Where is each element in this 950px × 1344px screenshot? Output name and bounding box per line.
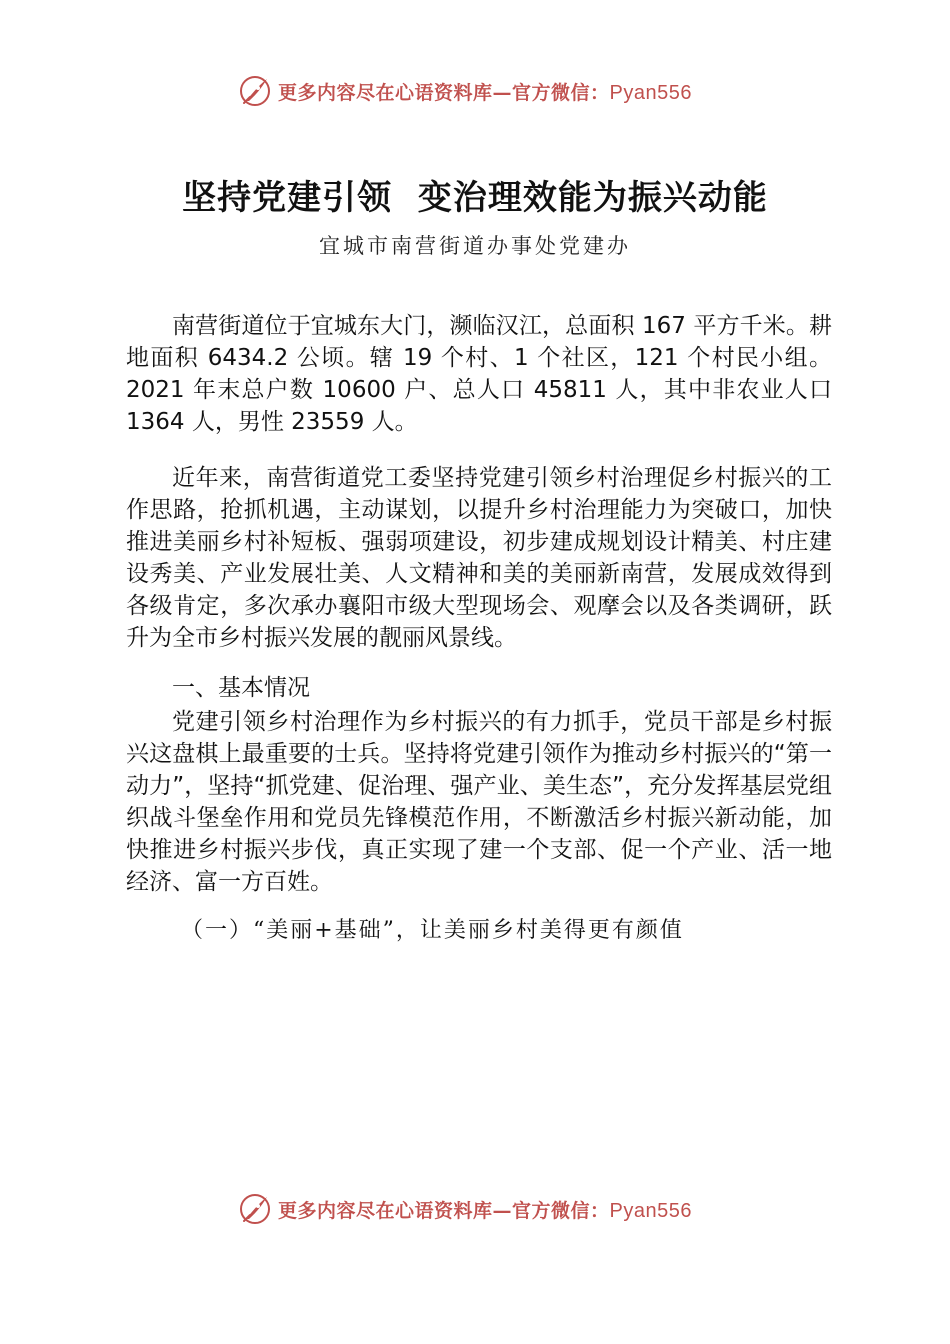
subsection-heading-beauty-foundation: （一）“美丽+基础”，让美丽乡村美得更有颜值 <box>181 918 684 943</box>
document-title: 坚持党建引领 变治理效能为振兴动能 <box>182 178 768 218</box>
section-heading-basic-situation: 一、基本情况 <box>172 675 310 701</box>
quill-pen-logo-icon <box>238 1192 272 1226</box>
watermark-text: 更多内容尽在心语资料库—官方微信：Pyan556 <box>278 81 692 104</box>
quill-pen-logo-icon <box>238 74 272 108</box>
document-subtitle: 宜城市南营街道办事处党建办 <box>319 234 631 258</box>
watermark-header <box>238 74 692 108</box>
wechat-id: Pyan556 <box>609 1199 692 1222</box>
paragraph-party-building: 党建引领乡村治理作为乡村振兴的有力抓手，党员干部是乡村振兴这盘棋上最重要的士兵。坚持将党建引领作为推动乡村振兴的“第一动力”，坚持“抓党建、促治理、强产业、美生态”，充分发挥基层党组织战斗堡垒作用和党员先锋模范作用，不断激活乡村振兴新动能，加快推进乡村振兴步伐，真正实现了建一个支部、促一个产业、活一地经济、富一方百姓。 <box>126 709 832 895</box>
paragraph-overview: 南营街道位于宜城东大门，濒临汉江，总面积 167 平方千米。耕地面积 6434.2 公顷。辖 19 个村、1 个社区，121 个村民小组。2021 年末总户数 10600 户、总人口 45811 人，其中非农业人口 1364 人，男性 23559 人。 <box>126 313 832 435</box>
watermark-text: 更多内容尽在心语资料库—官方微信：Pyan556 <box>278 1199 692 1222</box>
watermark-footer <box>238 1192 692 1226</box>
paragraph-recent-years: 近年来，南营街道党工委坚持党建引领乡村治理促乡村振兴的工作思路，抢抓机遇，主动谋划，以提升乡村治理能力为突破口，加快推进美丽乡村补短板、强弱项建设，初步建成规划设计精美、村庄建设秀美、产业发展壮美、人文精神和美的美丽新南营，发展成效得到各级肯定，多次承办襄阳市级大型现场会、观摩会以及各类调研，跃升为全市乡村振兴发展的靓丽风景线。 <box>126 465 832 651</box>
wechat-id: Pyan556 <box>609 81 692 104</box>
